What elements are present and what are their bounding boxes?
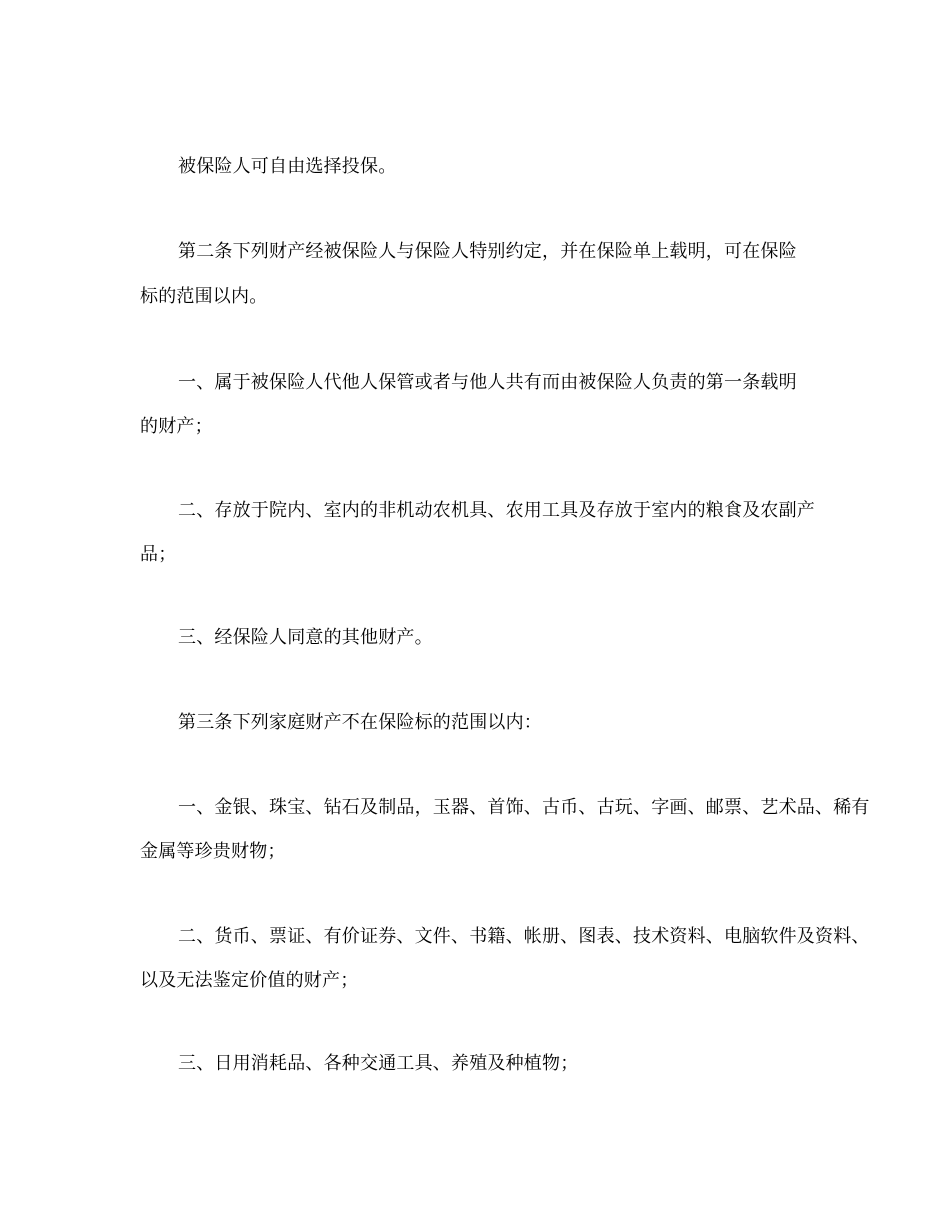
text-line: 标的范围以内。 bbox=[140, 286, 268, 307]
text-line: 三、日用消耗品、各种交通工具、养殖及种植物； bbox=[178, 1053, 579, 1074]
text-line: 二、存放于院内、室内的非机动农机具、农用工具及存放于室内的粮食及农副产 bbox=[178, 500, 815, 521]
text-line: 第二条下列财产经被保险人与保险人特别约定，并在保险单上载明，可在保险 bbox=[178, 241, 797, 262]
text-line: 被保险人可自由选择投保。 bbox=[178, 156, 397, 177]
text-line: 的财产； bbox=[140, 416, 213, 437]
text-line: 金属等珍贵财物； bbox=[140, 841, 286, 862]
text-line: 二、货币、票证、有价证券、文件、书籍、帐册、图表、技术资料、电脑软件及资料、 bbox=[178, 926, 870, 947]
text-line: 一、金银、珠宝、钻石及制品，玉器、首饰、古币、古玩、字画、邮票、艺术品、稀有 bbox=[178, 797, 870, 818]
text-line: 第三条下列家庭财产不在保险标的范围以内： bbox=[178, 712, 542, 733]
text-line: 以及无法鉴定价值的财产； bbox=[140, 970, 359, 991]
text-line: 三、经保险人同意的其他财产。 bbox=[178, 627, 433, 648]
text-line: 品； bbox=[140, 544, 177, 565]
text-line: 一、属于被保险人代他人保管或者与他人共有而由被保险人负责的第一条载明 bbox=[178, 372, 797, 393]
